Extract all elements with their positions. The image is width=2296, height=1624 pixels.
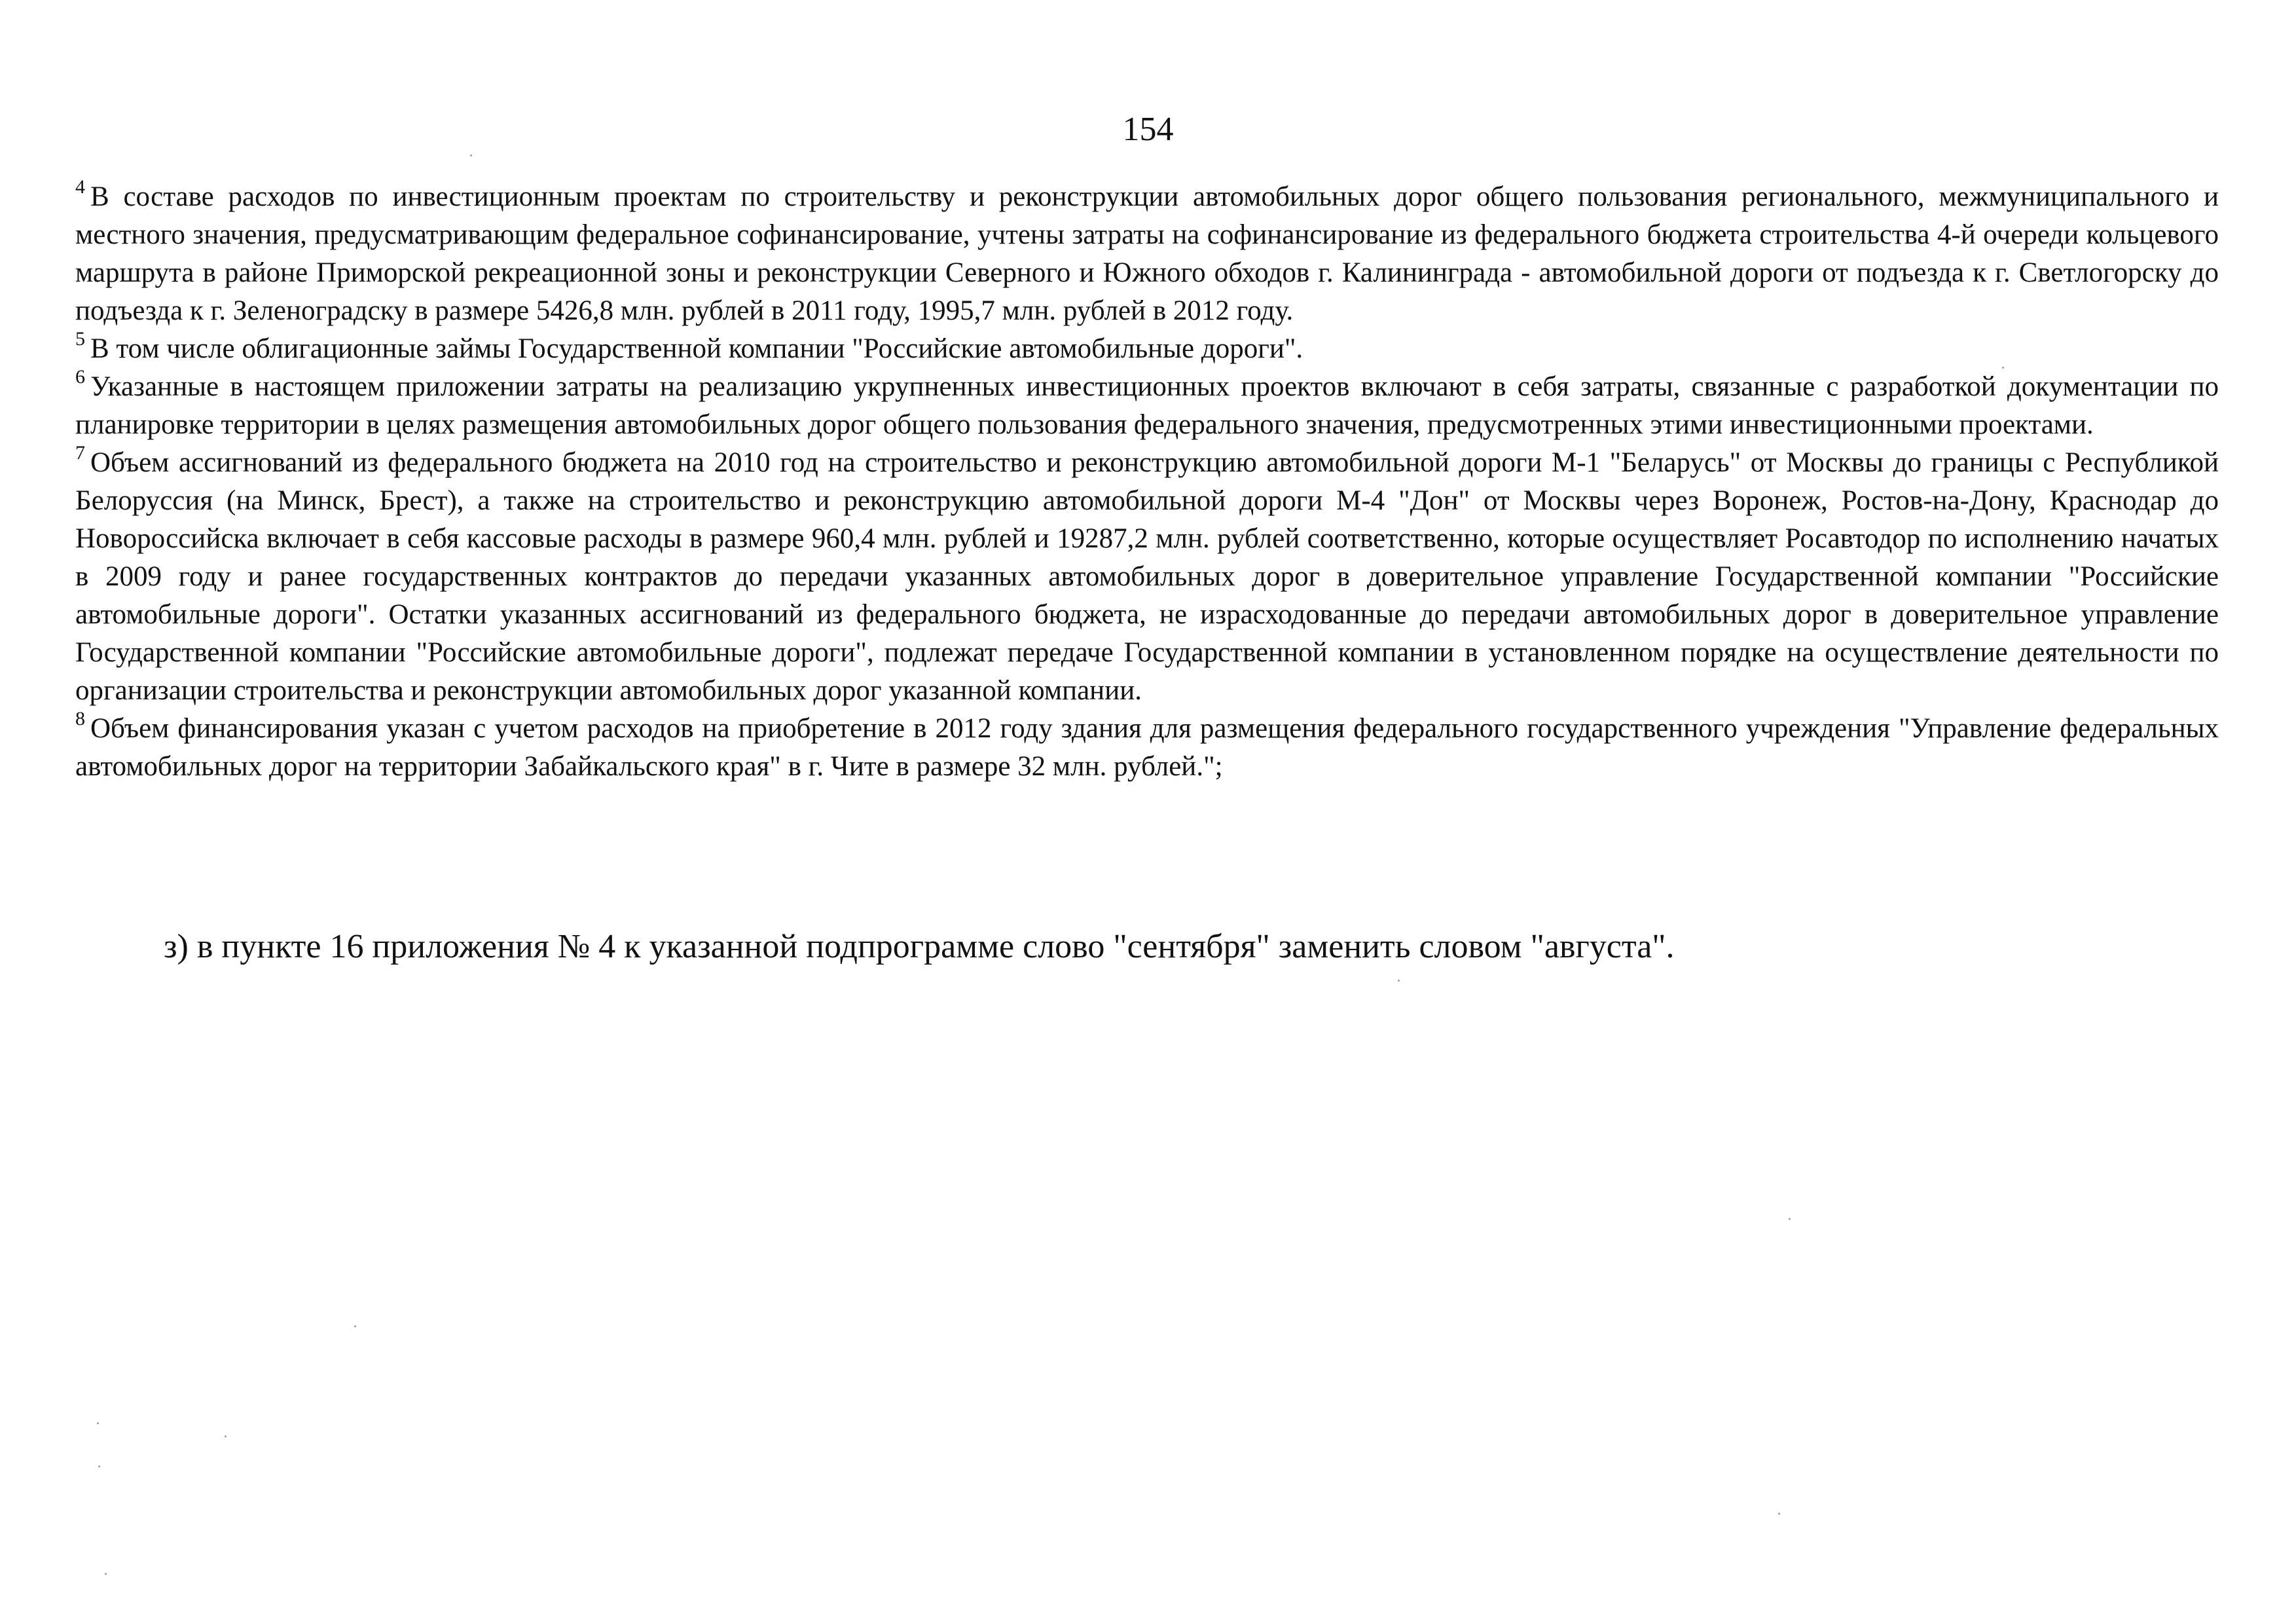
scan-speck xyxy=(470,155,472,157)
scan-speck xyxy=(105,1573,107,1575)
footnote-text: Указанные в настоящем приложении затраты на реализацию укрупненных инвестиционных проектов включают в себя затраты, связанные с разработкой документации по планировке территории в целях размещения автомобильных дорог общего пользования федерального значения, предусмотренных этими инвестиционными проектами. xyxy=(75,371,2219,440)
footnote-marker: 7 xyxy=(75,441,85,464)
footnote-marker: 5 xyxy=(75,327,85,350)
scan-speck xyxy=(98,1466,100,1467)
footnote-5 xyxy=(75,327,2219,368)
footnote-marker: 8 xyxy=(75,707,85,729)
footnote-7 xyxy=(75,441,2219,710)
scan-speck xyxy=(354,1325,356,1327)
footnotes-block xyxy=(75,175,2219,786)
footnote-text: Объем ассигнований из федерального бюджета на 2010 год на строительство и реконструкцию автомобильной дороги М-1 "Беларусь" от Москвы до границы с Республикой Белоруссия (на Минск, Брест), а также на строительство и реконструкцию автомобильной дороги М-4 "Дон" от Москвы через Воронеж, Ростов-на-Дону, Краснодар до Новороссийска включает в себя кассовые расходы в размере 960,4 млн. рублей и 19287,2 млн. рублей соответственно, которые осуществляет Росавтодор по исполнению начатых в 2009 году и ранее государственных контрактов до передачи указанных автомобильных дорог в доверительное управление Государственной компании "Российские автомобильные дороги". Остатки указанных ассигнований из федерального бюджета, не израсходованные до передачи автомобильных дорог в доверительное управление Государственной компании "Российские автомобильные дороги", подлежат передаче Государственной компании в установленном порядке на осуществление деятельности по организации строительства и реконструкции автомобильных дорог указанной компании. xyxy=(75,447,2219,706)
scan-speck xyxy=(225,1435,227,1437)
scan-speck xyxy=(1778,1513,1780,1515)
footnote-4 xyxy=(75,175,2219,330)
amendment-paragraph: з) в пункте 16 приложения № 4 к указанной подпрограмме слово "сентября" заменить словом "августа". xyxy=(164,928,1675,965)
footnote-marker: 4 xyxy=(75,175,85,198)
footnote-8 xyxy=(75,707,2219,786)
footnote-text: В том числе облигационные займы Государственной компании "Российские автомобильные дороги". xyxy=(90,333,1303,364)
scan-speck xyxy=(2002,367,2004,369)
footnote-6 xyxy=(75,365,2219,444)
scan-speck xyxy=(1789,1218,1791,1220)
footnote-marker: 6 xyxy=(75,365,85,388)
scan-speck xyxy=(97,1422,99,1424)
footnote-text: Объем финансирования указан с учетом расходов на приобретение в 2012 году здания для размещения федерального государственного учреждения "Управление федеральных автомобильных дорог на территории Забайкальского края" в г. Чите в размере 32 млн. рублей."; xyxy=(75,713,2219,782)
page-number: 154 xyxy=(1122,111,1174,148)
scan-speck xyxy=(1398,980,1400,982)
footnote-text: В составе расходов по инвестиционным проектам по строительству и реконструкции автомобильных дорог общего пользования регионального, межмуниципального и местного значения, предусматривающим федеральное софинансирование, учтены затраты на софинансирование из федерального бюджета строительства 4-й очереди кольцевого маршрута в районе Приморской рекреационной зоны и реконструкции Северного и Южного обходов г. Калининграда - автомобильной дороги от подъезда к г. Светлогорску до подъезда к г. Зеленоградску в размере 5426,8 млн. рублей в 2011 году, 1995,7 млн. рублей в 2012 году. xyxy=(75,181,2219,326)
